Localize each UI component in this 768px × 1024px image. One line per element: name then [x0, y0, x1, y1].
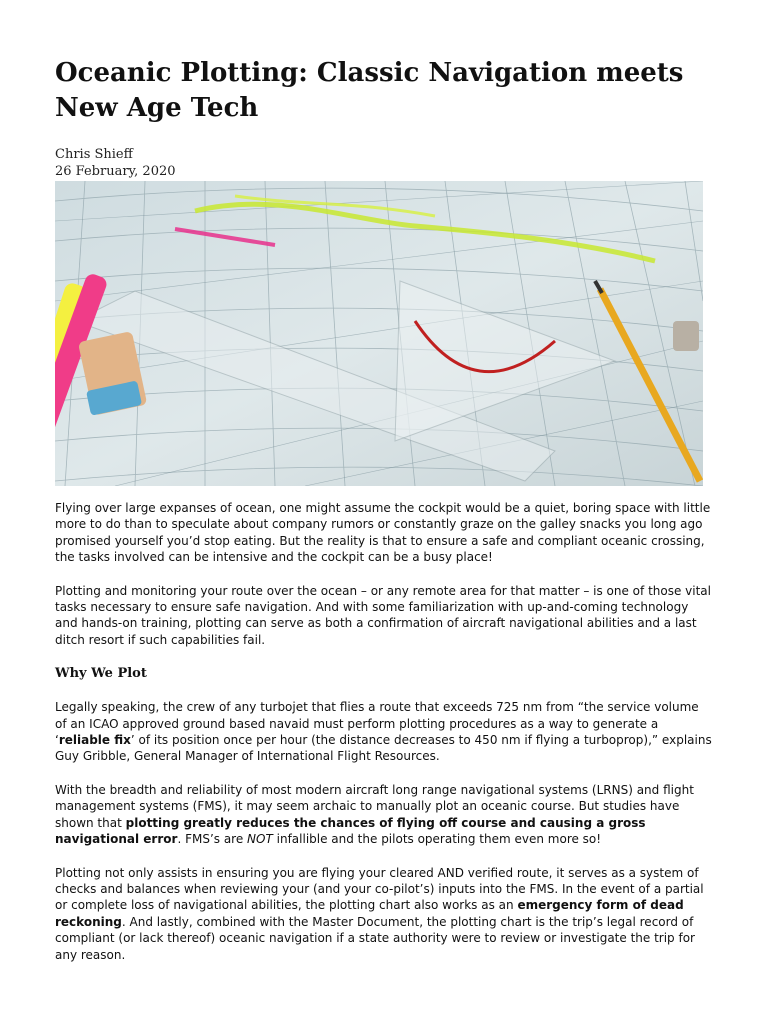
paragraph-plotting: Plotting and monitoring your route over the ocean – or any remote area for that matter – is one of those vital tasks necessary to ensure safe navigation. And with some familiarization with up-and-coming technology and hands-on training, plotting can serve as both a confirmation of aircraft navigational abilities and a last ditch resort if such capabilities fail. — [55, 583, 711, 647]
plotting-chart-photo-icon — [55, 181, 703, 486]
section-heading-why-we-plot: Why We Plot — [55, 666, 147, 682]
author: Chris Shieff — [55, 147, 133, 162]
paragraph-intro: Flying over large expanses of ocean, one might assume the cockpit would be a quiet, boring space with little more to do than to speculate about company rumors or constantly graze on the galley snacks you long ago promised yourself you’d stop eating. But the reality is that to ensure a safe and compliant oceanic crossing, the tasks involved can be intensive and the cockpit can be a busy place! — [55, 501, 711, 565]
article-title: Oceanic Plotting: Classic Navigation meets New Age Tech — [55, 58, 684, 123]
paragraph-reliability: With the breadth and reliability of most modern aircraft long range navigational systems (LRNS) and flight management systems (FMS), it may seem archaic to manually plot an oceanic course. But studies have shown that plotting greatly reduces the chances of flying off course and causing a gross navigational error. FMS’s are NOT infallible and the pilots operating them even more so! — [55, 782, 694, 847]
paragraph-checks: Plotting not only assists in ensuring you are flying your cleared AND verified route, it serves as a system of checks and balances when reviewing your (and your co-pilot’s) inputs into the FMS. In the event of a partial or complete loss of navigational abilities, the plotting chart also works as an emergency form of dead reckoning. And lastly, combined with the Master Document, the plotting chart is the trip’s legal record of compliant (or lack thereof) oceanic navigation if a state authority were to review or investigate the trip for any reason. — [55, 865, 704, 962]
hero-image — [55, 181, 703, 486]
paragraph-legal: Legally speaking, the crew of any turbojet that flies a route that exceeds 725 nm from “the service volume of an ICAO approved ground based navaid must perform plotting procedures as a way to generate a ‘reliable fix’ of its position once per hour (the distance decreases to 450 nm if flying a turboprop),” explains Guy Gribble, General Manager of International Flight Resources. — [55, 700, 712, 764]
publish-date: 26 February, 2020 — [55, 164, 176, 179]
article-meta — [55, 146, 176, 180]
article-body — [55, 500, 713, 980]
